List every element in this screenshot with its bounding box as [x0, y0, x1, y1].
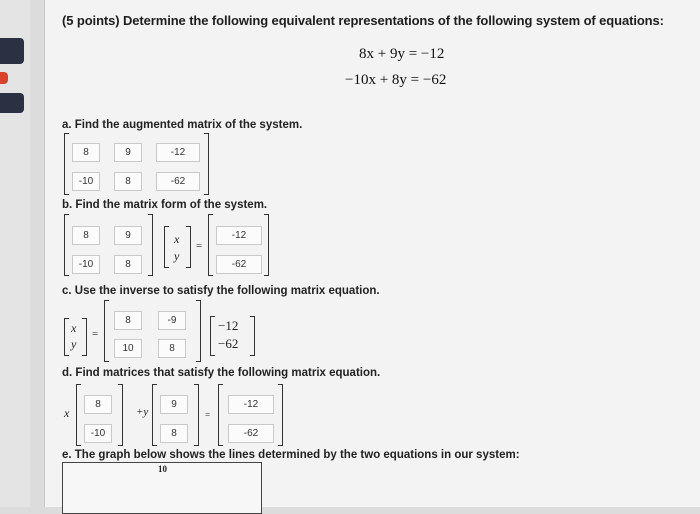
plus-y-label: +y: [136, 406, 149, 418]
matrix-cell-input[interactable]: 9: [114, 143, 142, 162]
graph-tick-label: 10: [158, 464, 167, 474]
side-tab[interactable]: [0, 38, 24, 64]
matrix-cell-input[interactable]: -12: [216, 226, 262, 245]
question-d: d. Find matrices that satisfy the following matrix equation.: [62, 367, 381, 379]
right-bracket: [250, 316, 255, 356]
right-bracket: [194, 384, 199, 446]
right-bracket: [186, 226, 191, 268]
equals-sign: =: [205, 410, 211, 420]
left-bracket: [152, 384, 157, 446]
equals-sign: =: [196, 240, 203, 252]
left-bracket: [210, 316, 215, 356]
matrix-cell-input[interactable]: 8: [160, 424, 188, 443]
matrix-cell-input[interactable]: -62: [228, 424, 274, 443]
question-a: a. Find the augmented matrix of the system.: [62, 119, 303, 131]
problem-header: (5 points) Determine the following equivalent representations of the following system of equations:: [62, 13, 664, 28]
matrix-cell-input[interactable]: -62: [156, 172, 200, 191]
equation-2: −10x + 8y = −62: [345, 72, 447, 88]
left-bracket: [218, 384, 223, 446]
rhs-value: −62: [218, 336, 239, 351]
left-bracket: [64, 318, 69, 356]
matrix-cell-input[interactable]: 9: [160, 395, 188, 414]
left-bracket: [76, 384, 81, 446]
matrix-cell-input[interactable]: 8: [114, 311, 142, 330]
matrix-cell-input[interactable]: 8: [114, 255, 142, 274]
matrix-cell-input[interactable]: 8: [84, 395, 112, 414]
left-bracket: [164, 226, 169, 268]
question-c: c. Use the inverse to satisfy the following matrix equation.: [62, 285, 380, 297]
side-marker: [0, 72, 8, 84]
left-bracket: [208, 214, 213, 276]
left-bracket: [64, 133, 69, 195]
right-bracket: [196, 300, 201, 362]
x-label: x: [64, 406, 70, 420]
matrix-cell-input[interactable]: -10: [84, 424, 112, 443]
matrix-cell-input[interactable]: 8: [72, 143, 100, 162]
question-b: b. Find the matrix form of the system.: [62, 199, 268, 211]
equals-sign: =: [92, 328, 99, 340]
matrix-cell-input[interactable]: 8: [158, 339, 186, 358]
side-tab[interactable]: [0, 93, 24, 113]
left-bracket: [104, 300, 109, 362]
var-x: x: [174, 232, 180, 246]
var-x: x: [71, 321, 77, 335]
rhs-value: −12: [218, 318, 239, 333]
right-bracket: [278, 384, 283, 446]
left-bracket: [64, 214, 69, 276]
matrix-cell-input[interactable]: -10: [72, 255, 100, 274]
right-bracket: [82, 318, 87, 356]
var-y: y: [71, 337, 77, 351]
right-bracket: [264, 214, 269, 276]
right-bracket: [118, 384, 123, 446]
matrix-cell-input[interactable]: -12: [228, 395, 274, 414]
question-e: e. The graph below shows the lines determined by the two equations in our system:: [62, 449, 520, 461]
right-bracket: [148, 214, 153, 276]
matrix-cell-input[interactable]: 8: [114, 172, 142, 191]
matrix-cell-input[interactable]: 10: [114, 339, 142, 358]
matrix-cell-input[interactable]: -10: [72, 172, 100, 191]
matrix-cell-input[interactable]: 8: [72, 226, 100, 245]
matrix-cell-input[interactable]: -12: [156, 143, 200, 162]
var-y: y: [174, 249, 180, 263]
right-bracket: [204, 133, 209, 195]
matrix-cell-input[interactable]: 9: [114, 226, 142, 245]
matrix-cell-input[interactable]: -62: [216, 255, 262, 274]
equation-1: 8x + 9y = −12: [359, 46, 445, 62]
matrix-cell-input[interactable]: -9: [158, 311, 186, 330]
